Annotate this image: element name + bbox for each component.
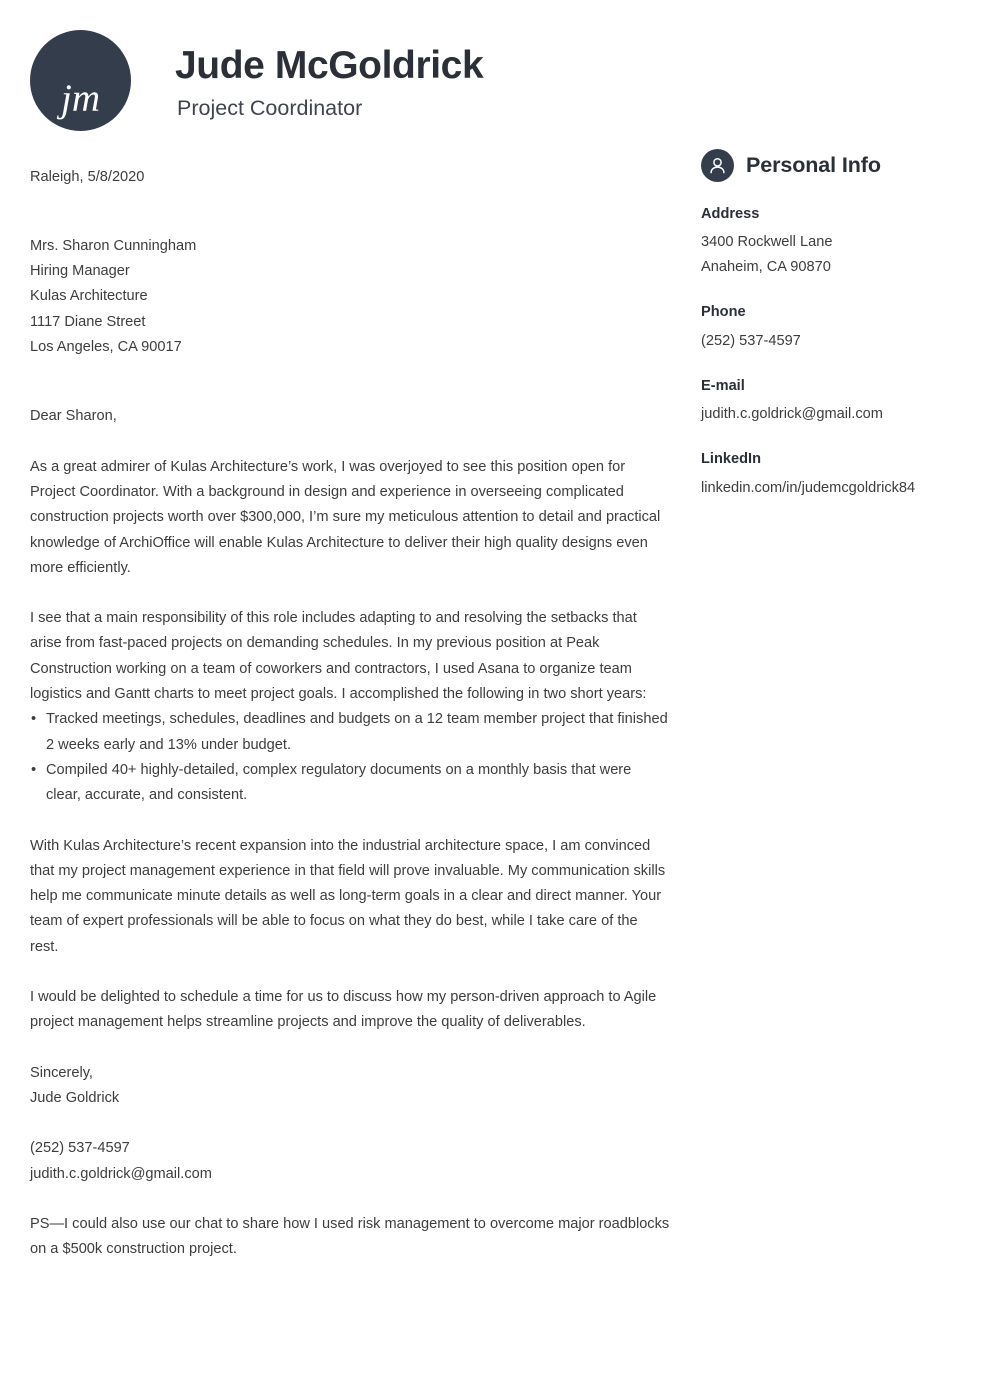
salutation: Dear Sharon, xyxy=(30,408,117,425)
info-value[interactable]: linkedin.com/in/judemcgoldrick84 xyxy=(701,479,916,496)
body-paragraph-2: I see that a main responsibility of this role includes adapting to and resolving the setbacks that arise from fast-paced projects on demanding schedules. In my previous position at Peak Construction working on a team of coworkers and contractors, I used Asana to organize team logistics and Gantt charts to meet project goals. I accomplished the following in two short years: xyxy=(30,610,647,703)
sidebar-header xyxy=(701,149,960,182)
recipient-line: Kulas Architecture xyxy=(30,288,148,305)
signature-email: judith.c.goldrick@gmail.com xyxy=(30,1165,212,1182)
identity-block xyxy=(175,28,483,122)
letter-header xyxy=(30,28,960,131)
info-label: Phone xyxy=(701,304,746,321)
info-value: 3400 Rockwell Lane xyxy=(701,234,833,251)
signature-phone: (252) 537-4597 xyxy=(30,1140,130,1157)
date-line: Raleigh, 5/8/2020 xyxy=(30,169,145,185)
body-paragraph-1: As a great admirer of Kulas Architecture’s work, I was overjoyed to see this position open for Project Coordinator. With a background in design and experience in overseeing complicated construction projects worth over $300,000, I’m sure my meticulous attention to detail and practical knowledge of ArchiOffice will enable Kulas Architecture to deliver their high quality designs even more efficiently. xyxy=(30,458,661,576)
signature-contact-block xyxy=(30,1136,670,1187)
signature-name: Jude Goldrick xyxy=(30,1089,120,1106)
signature-block xyxy=(30,1061,670,1112)
closing-line: Sincerely, xyxy=(30,1064,93,1081)
info-block-linkedin xyxy=(701,449,960,500)
avatar xyxy=(30,30,131,131)
person-icon xyxy=(701,149,734,182)
info-value[interactable]: judith.c.goldrick@gmail.com xyxy=(701,406,883,423)
sidebar-title: Personal Info xyxy=(746,153,881,177)
info-block-address xyxy=(701,204,960,280)
info-label: LinkedIn xyxy=(701,451,761,468)
recipient-line: Hiring Manager xyxy=(30,263,130,280)
recipient-line: Mrs. Sharon Cunningham xyxy=(30,237,197,254)
letter-column xyxy=(30,131,670,1262)
body-paragraph-3: With Kulas Architecture’s recent expansion into the industrial architecture space, I am convinced that my project management experience in that field will prove invaluable. My communication skills help me communicate minute details as well as long-term goals in a clear and direct manner. Your team of expert professionals will be able to focus on what they do best, while I take care of the rest. xyxy=(30,837,666,955)
body-paragraph-4: I would be delighted to schedule a time for us to discuss how my person-driven approach to Agile project management helps streamline projects and improve the quality of deliverables. xyxy=(30,989,657,1031)
recipient-line: Los Angeles, CA 90017 xyxy=(30,339,182,356)
page-title: Jude McGoldrick xyxy=(175,44,484,87)
list-item: • Tracked meetings, schedules, deadlines and budgets on a 12 team member project that finished 2 weeks early and 13% under budget. xyxy=(30,707,670,758)
body-columns xyxy=(30,131,960,1262)
achievement-list xyxy=(30,707,670,808)
info-value: Anaheim, CA 90870 xyxy=(701,259,831,276)
info-block-email xyxy=(701,376,960,427)
info-label: E-mail xyxy=(701,377,745,394)
avatar-initials: jm xyxy=(61,77,100,120)
job-title: Project Coordinator xyxy=(177,95,363,120)
info-block-phone xyxy=(701,302,960,353)
info-label: Address xyxy=(701,206,760,222)
recipient-line: 1117 Diane Street xyxy=(30,313,146,330)
postscript: PS—I could also use our chat to share how I used risk management to overcome major roadblocks on a $500k construction project. xyxy=(30,1215,670,1258)
recipient-block xyxy=(30,234,670,360)
personal-info-sidebar xyxy=(670,131,960,501)
info-value: (252) 537-4597 xyxy=(701,332,801,349)
list-item: • Compiled 40+ highly-detailed, complex regulatory documents on a monthly basis that were clear, accurate, and consistent. xyxy=(30,758,670,809)
